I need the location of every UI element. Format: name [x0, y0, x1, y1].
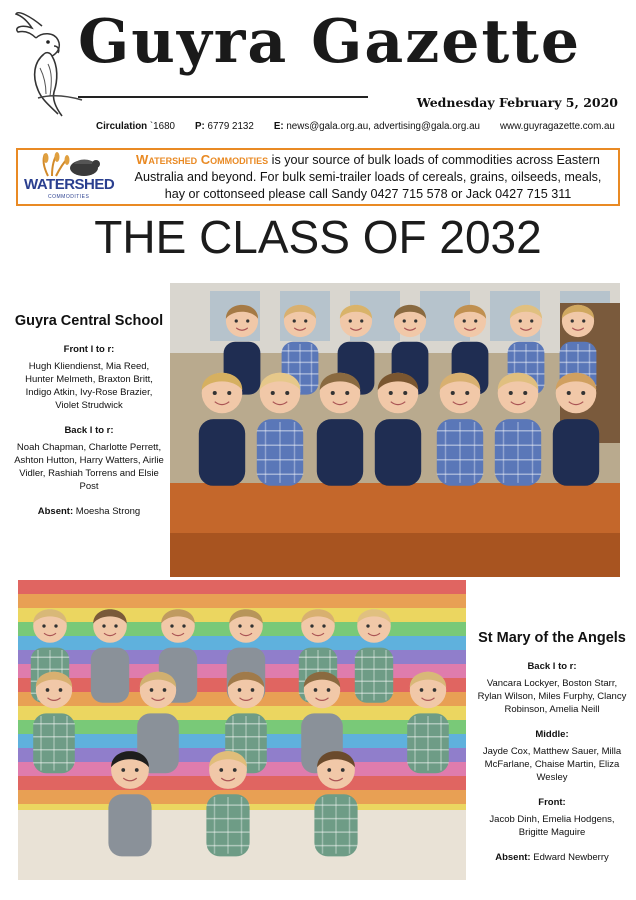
class-photo-illustration — [18, 580, 466, 880]
group-names: Noah Chapman, Charlotte Perrett, Ashton Hutton, Harry Watters, Airlie Vidler, Rashiah Torrens and Elsie Post — [14, 442, 164, 492]
child-figure — [33, 672, 75, 773]
watershed-logo — [18, 150, 124, 204]
contact-bar — [96, 121, 626, 132]
phone: P: 6779 2132 — [194, 121, 254, 132]
email[interactable]: E: news@gala.org.au, advertising@gala.org.au — [273, 121, 480, 132]
child-figure — [317, 373, 363, 486]
child-figure — [314, 751, 357, 856]
group-names: Jacob Dinh, Emelia Hodgens, Brigitte Maguire — [489, 814, 615, 838]
child-figure — [495, 373, 541, 486]
child-figure — [553, 373, 599, 486]
school-name: St Mary of the Angels — [478, 630, 626, 646]
circulation: Circulation `1680 — [96, 121, 175, 132]
masthead-rule — [78, 96, 368, 98]
child-figure — [108, 751, 151, 856]
child-figure — [375, 373, 421, 486]
child-figure — [91, 609, 129, 703]
watershed-advert[interactable] — [16, 148, 620, 206]
masthead — [0, 0, 636, 140]
child-figure — [407, 672, 449, 773]
group-label: Front: — [538, 797, 566, 808]
group-names: Vancara Lockyer, Boston Starr, Rylan Wilson, Miles Furphy, Clancy Robinson, Amelia Neill — [477, 678, 627, 715]
advert-body: is your source of bulk loads of commodities across Eastern Australia and beyond. For bulk semi-trailer loads of cereals, grains, oilseeds, meals, hay or cottonseed please call Sandy 0427 715 578 or Jack 0427 715 311 — [134, 153, 602, 201]
child-figure — [257, 373, 303, 486]
advert-copy — [124, 151, 618, 203]
class-photo-illustration — [170, 283, 620, 577]
group-names: Jayde Cox, Matthew Sauer, Milla McFarlane, Chaise Martin, Eliza Wesley — [482, 746, 622, 783]
absent-line: Absent: Moesha Strong — [37, 506, 141, 517]
group-label: Middle: — [535, 729, 569, 740]
group-names: Hugh Kliendienst, Mia Reed, Hunter Melmeth, Braxton Britt, Indigo Atkin, Ivy-Rose Brazier, Violet Strudwick — [25, 361, 153, 411]
child-figure — [437, 373, 483, 486]
advert-brand: Watershed Commodities — [136, 152, 269, 167]
masthead-title: Guyra Gazette — [78, 7, 582, 77]
st-mary-class-photo — [18, 580, 466, 880]
website-link[interactable]: www.guyragazette.com.au — [499, 121, 615, 132]
group-label: Back l to r: — [64, 425, 114, 436]
guyra-central-caption — [14, 311, 164, 530]
absent-line: Absent: Edward Newberry — [495, 852, 609, 863]
child-figure — [206, 751, 249, 856]
school-name: Guyra Central School — [14, 313, 164, 329]
child-figure — [199, 373, 245, 486]
issue-date: Wednesday February 5, 2020 — [416, 95, 618, 110]
st-mary-caption — [474, 628, 630, 876]
logo-wordmark: WATERSHED — [24, 176, 115, 193]
logo-subtitle: COMMODITIES — [48, 194, 90, 200]
group-label: Front l to r: — [63, 344, 115, 355]
group-label: Back l to r: — [527, 661, 577, 672]
headline: THE CLASS OF 2032 — [94, 211, 542, 263]
child-figure — [355, 609, 393, 703]
guyra-central-class-photo — [170, 283, 620, 577]
